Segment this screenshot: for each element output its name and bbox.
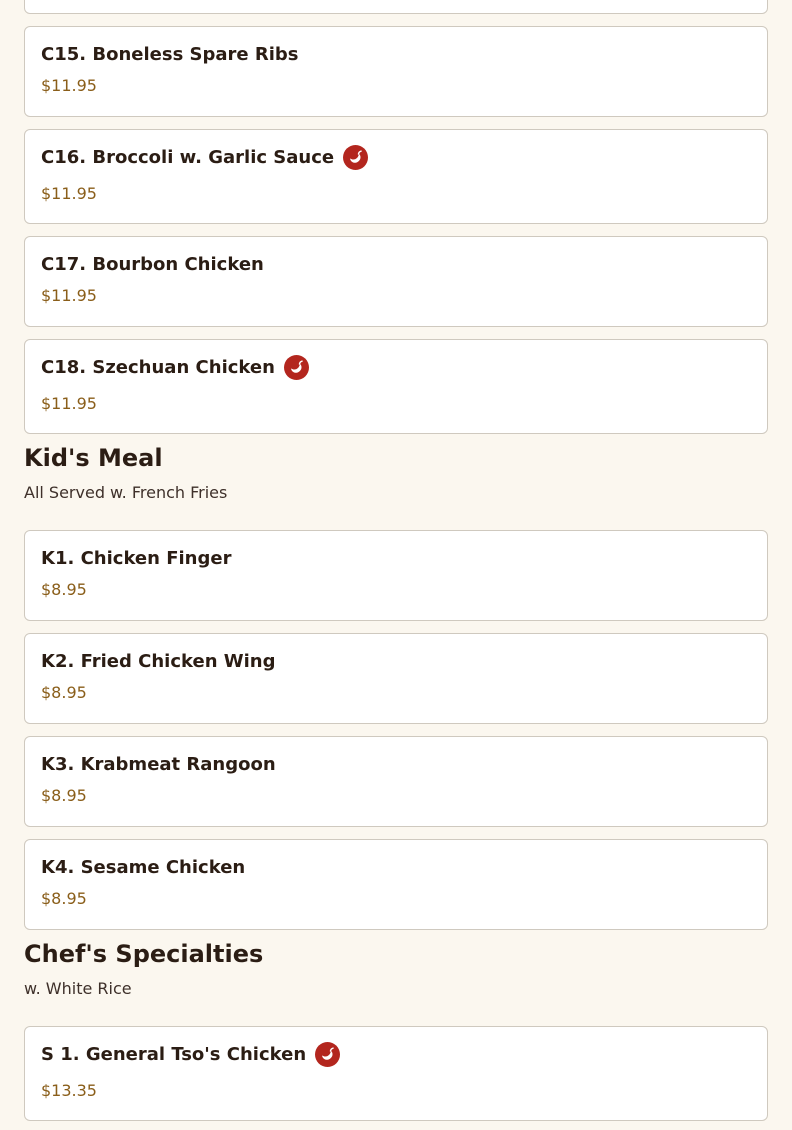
menu-item-name-text: S 1. General Tso's Chicken — [41, 1043, 307, 1065]
menu-item-name-text: K1. Chicken Finger — [41, 547, 232, 569]
menu-item-name — [41, 354, 751, 380]
menu-item-name-text: K4. Sesame Chicken — [41, 856, 246, 878]
menu-item-card[interactable] — [24, 339, 768, 434]
menu-item-price: $13.35 — [41, 1081, 97, 1100]
spicy-pepper-icon — [343, 145, 368, 170]
menu-item-name — [41, 751, 751, 777]
menu-item-card[interactable] — [24, 839, 768, 930]
menu-item-price: $8.95 — [41, 786, 87, 805]
menu-item-price: $8.95 — [41, 580, 87, 599]
menu-item-card[interactable] — [24, 236, 768, 327]
spicy-pepper-icon — [284, 355, 309, 380]
menu-item-card[interactable] — [24, 736, 768, 827]
menu-item-card[interactable] — [24, 129, 768, 224]
menu-item-name-text: C18. Szechuan Chicken — [41, 356, 275, 378]
menu-item-price: $8.95 — [41, 889, 87, 908]
menu-item-name-text: K3. Krabmeat Rangoon — [41, 753, 276, 775]
section-subtitle: All Served w. French Fries — [24, 483, 228, 502]
menu-item-name-text: C17. Bourbon Chicken — [41, 253, 264, 275]
menu-item-price: $11.95 — [41, 184, 97, 203]
menu-item-name — [41, 1041, 751, 1067]
menu-item-name — [41, 854, 751, 880]
menu-item-name-text: K2. Fried Chicken Wing — [41, 650, 276, 672]
menu-item-name — [41, 648, 751, 674]
section-title: Chef's Specialties — [24, 940, 264, 968]
section-title: Kid's Meal — [24, 444, 163, 472]
menu-item-name-text: C15. Boneless Spare Ribs — [41, 43, 299, 65]
menu-item-price: $11.95 — [41, 76, 97, 95]
menu-item-price: $11.95 — [41, 394, 97, 413]
section-subtitle: w. White Rice — [24, 979, 132, 998]
menu-item-name — [41, 144, 751, 170]
menu-item-card[interactable] — [24, 530, 768, 621]
menu-item-card[interactable] — [24, 26, 768, 117]
spicy-pepper-icon — [315, 1042, 340, 1067]
menu-item-name — [41, 545, 751, 571]
menu-item-price: $8.95 — [41, 683, 87, 702]
menu-item-name-text: C16. Broccoli w. Garlic Sauce — [41, 146, 335, 168]
menu-item-card[interactable] — [24, 1026, 768, 1121]
menu-item-name — [41, 251, 751, 277]
menu-item-price: $11.95 — [41, 286, 97, 305]
menu-item-card[interactable] — [24, 633, 768, 724]
menu-item-name — [41, 41, 751, 67]
menu-item-card-partial[interactable] — [24, 0, 768, 14]
